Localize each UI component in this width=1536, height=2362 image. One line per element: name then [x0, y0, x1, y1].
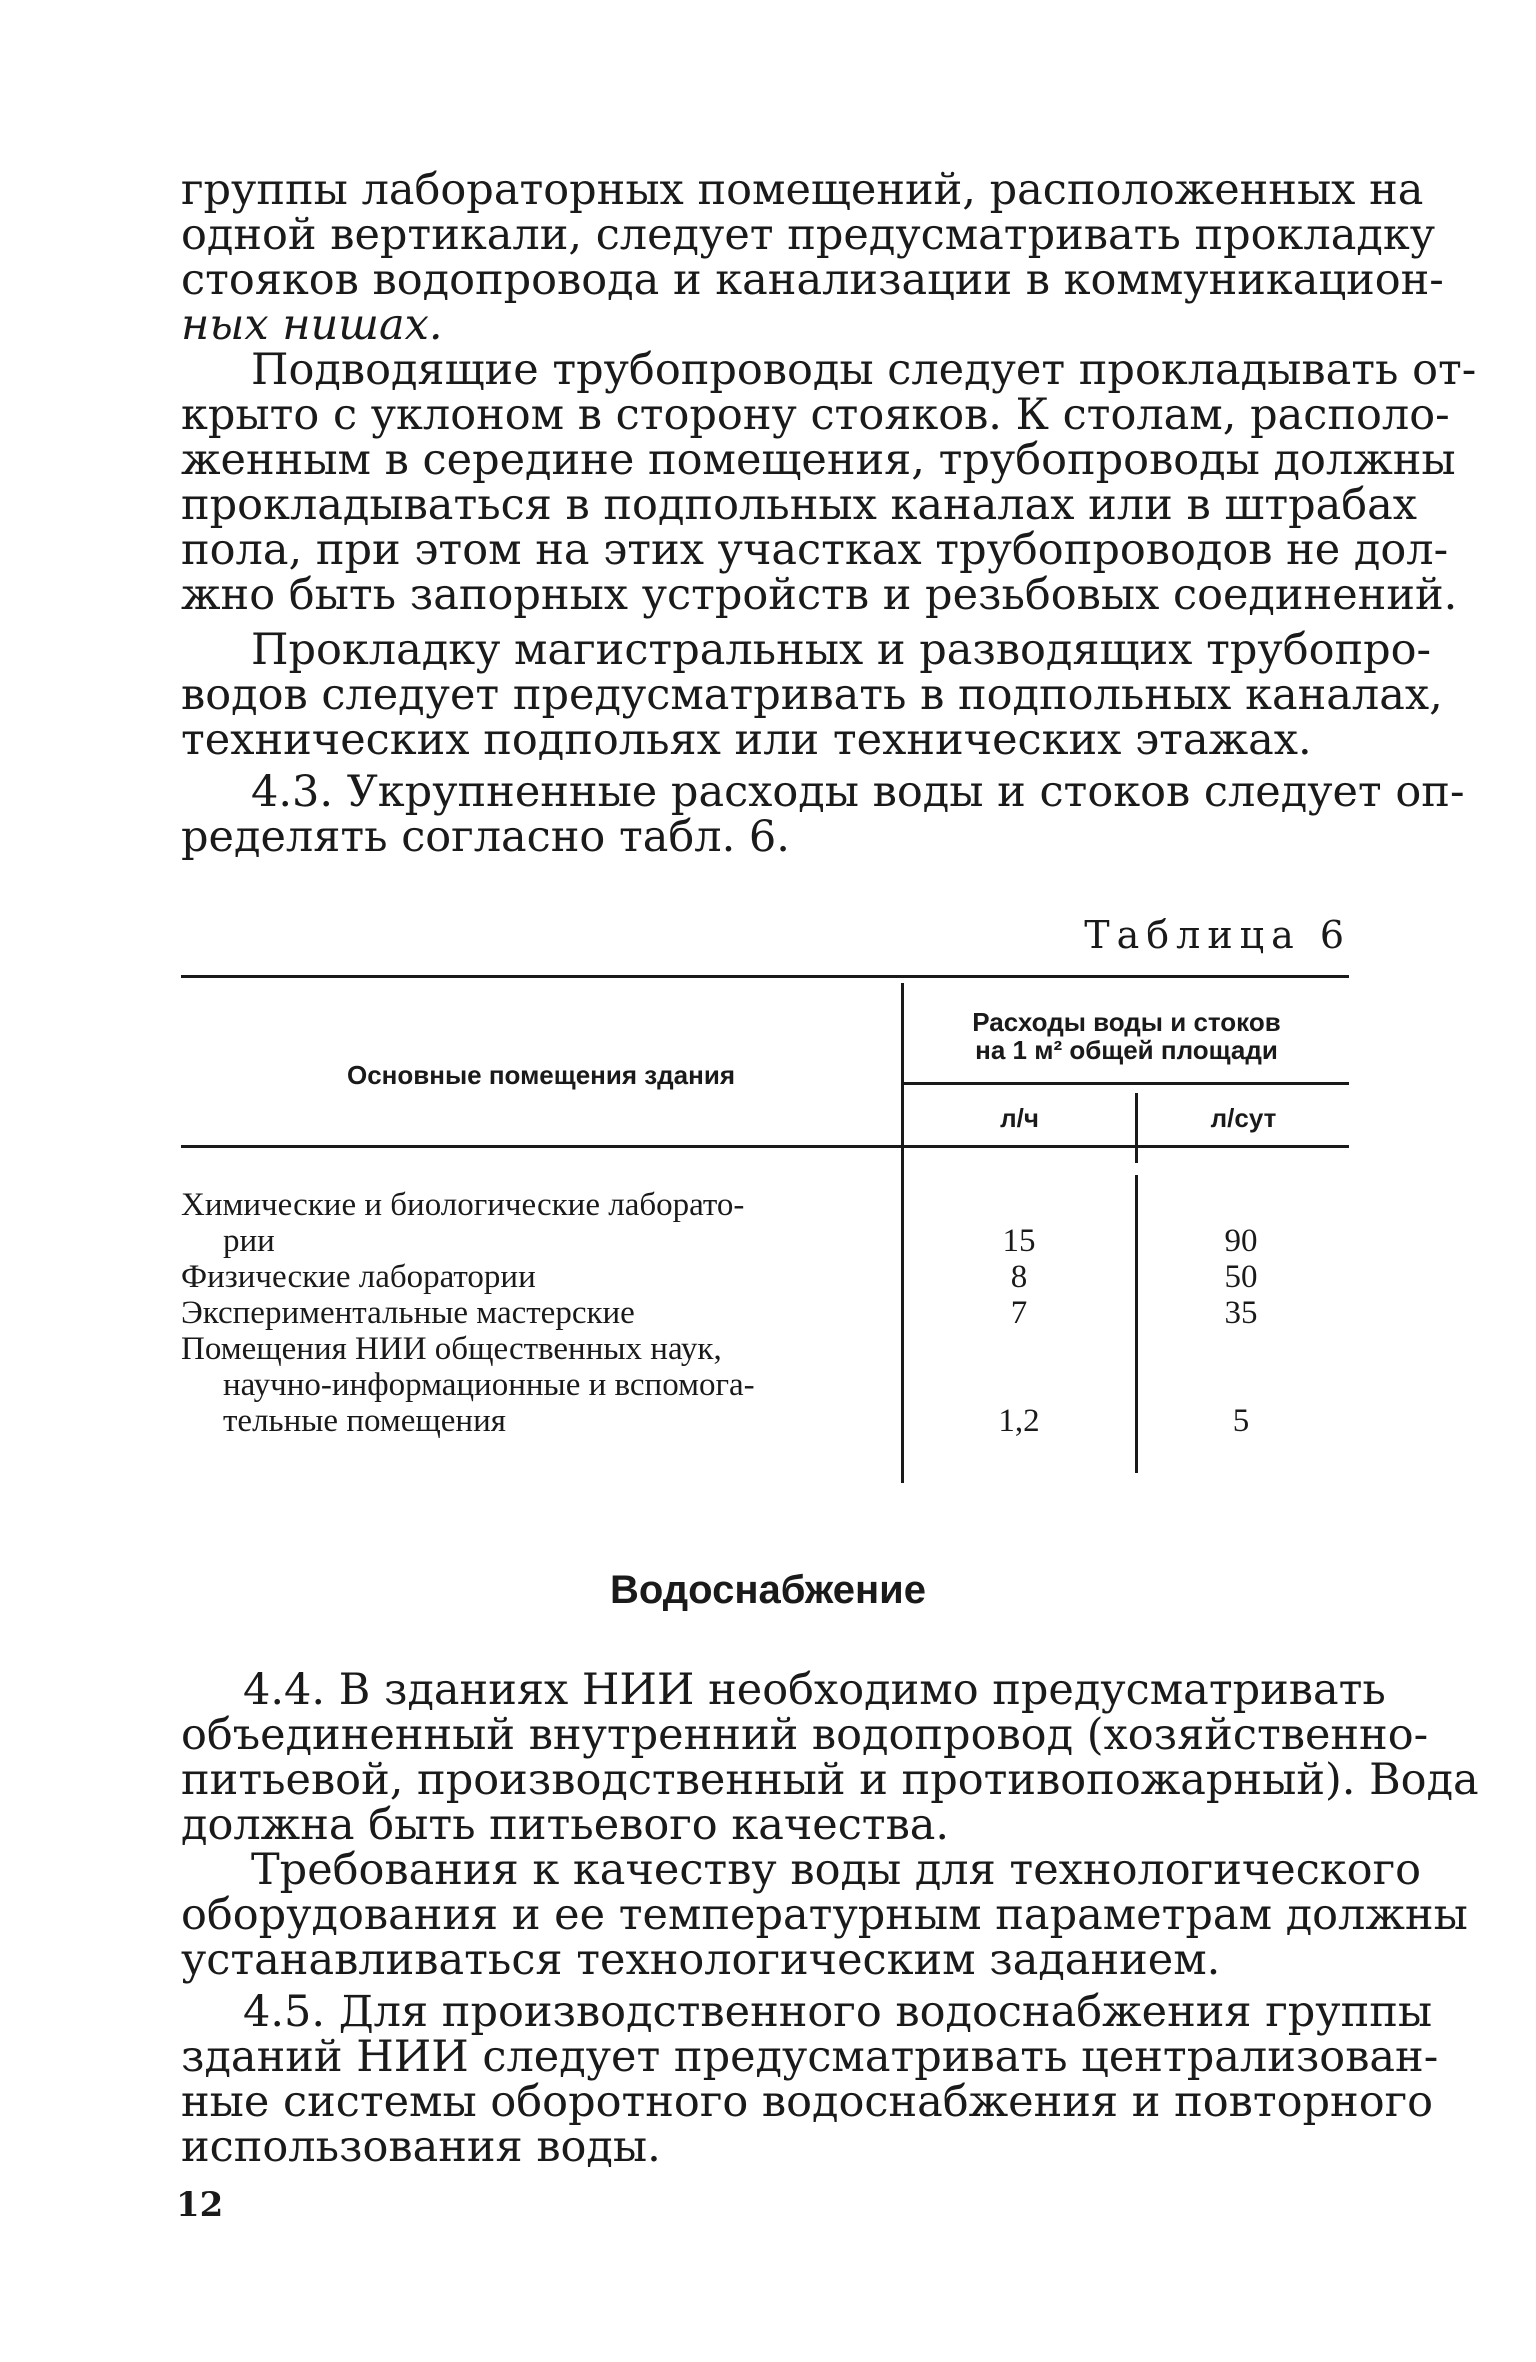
text-line: жно быть запорных устройств и резьбовых соединений. [181, 570, 1458, 620]
text-line: группы лабораторных помещений, расположенных на [181, 165, 1424, 215]
paragraph-4 [181, 767, 1465, 862]
paragraph-7 [181, 1987, 1439, 2172]
table-row-label: Физические лаборатории [181, 1259, 536, 1295]
text-line: прокладываться в подпольных каналах или в штрабах [181, 480, 1418, 530]
text-line: Требования к качеству воды для технологического [251, 1845, 1421, 1895]
text-line: технических подпольях или технических этажах. [181, 715, 1312, 765]
text-line: крыто с уклоном в сторону стояков. К столам, располо- [181, 390, 1450, 440]
text-line: 4.5. Для производственного водоснабжения группы [243, 1987, 1433, 2037]
text-line: объединенный внутренний водопровод (хозяйственно- [181, 1710, 1429, 1760]
column-header-l-per-day: л/сут [1210, 1103, 1277, 1133]
text-line: женным в середине помещения, трубопроводы должны [181, 435, 1456, 485]
table-row-label: рии [223, 1223, 275, 1259]
text-line: устанавливаться технологическим заданием. [181, 1935, 1221, 1985]
table-top-rule [181, 975, 1349, 978]
text-line: одной вертикали, следует предусматривать прокладку [181, 210, 1436, 260]
table-cell-value: 50 [1224, 1259, 1258, 1295]
text-line: должна быть питьевого качества. [181, 1800, 950, 1850]
table-cell-value: 1,2 [998, 1403, 1040, 1439]
paragraph-1 [181, 165, 1444, 350]
text-line: ных нишах. [181, 300, 443, 350]
text-line: ные системы оборотного водоснабжения и повторного [181, 2077, 1433, 2127]
table-cell-value: 15 [1002, 1223, 1036, 1259]
table-cell-value: 35 [1224, 1295, 1258, 1331]
table-row-label: Помещения НИИ общественных наук, [181, 1331, 722, 1367]
table-cell-value: 5 [1232, 1403, 1250, 1439]
text-line: Подводящие трубопроводы следует прокладывать от- [251, 345, 1477, 395]
text-line: использования воды. [181, 2122, 661, 2172]
group-header-line-2: на 1 м² общей площади [975, 1035, 1278, 1065]
text-line: пола, при этом на этих участках трубопроводов не дол- [181, 525, 1449, 575]
paragraph-3 [181, 625, 1443, 765]
water-consumption-table [181, 975, 1349, 1485]
text-line: стояков водопровода и канализации в коммуникацион- [181, 255, 1444, 305]
text-line: Прокладку магистральных и разводящих трубопро- [251, 625, 1432, 675]
text-line: оборудования и ее температурным параметрам должны [181, 1890, 1468, 1940]
section-heading: Водоснабжение [610, 1568, 926, 1612]
table-row-label: тельные помещения [223, 1403, 506, 1439]
table-row-label: Химические и биологические лаборато- [181, 1187, 745, 1223]
table-row-label: Экспериментальные мастерские [181, 1295, 635, 1331]
text-line: 4.3. Укрупненные расходы воды и стоков следует оп- [251, 767, 1465, 817]
table-row-label: научно-информационные и вспомога- [223, 1367, 755, 1403]
text-line: водов следует предусматривать в подпольных каналах, [181, 670, 1443, 720]
table-header-rule [181, 1145, 1349, 1148]
table-divider-values [1135, 1175, 1138, 1473]
paragraph-5 [181, 1665, 1479, 1850]
text-line: питьевой, производственный и противопожарный). Вода [181, 1755, 1479, 1805]
text-line: 4.4. В зданиях НИИ необходимо предусматривать [243, 1665, 1386, 1715]
column-header-l-per-hour: л/ч [1000, 1103, 1039, 1133]
table-cell-value: 7 [1010, 1295, 1028, 1331]
column-header-rooms: Основные помещения здания [346, 1060, 735, 1090]
page-number: 12 [176, 2185, 224, 2225]
table-group-rule [904, 1082, 1349, 1085]
paragraph-2 [181, 345, 1477, 620]
table-caption: Таблица 6 [1084, 913, 1351, 957]
group-header-line-1: Расходы воды и стоков [972, 1007, 1281, 1037]
paragraph-6 [181, 1845, 1468, 1985]
text-line: зданий НИИ следует предусматривать централизован- [181, 2032, 1439, 2082]
table-cell-value: 90 [1224, 1223, 1258, 1259]
table-cell-value: 8 [1010, 1259, 1028, 1295]
text-line: ределять согласно табл. 6. [181, 812, 790, 862]
